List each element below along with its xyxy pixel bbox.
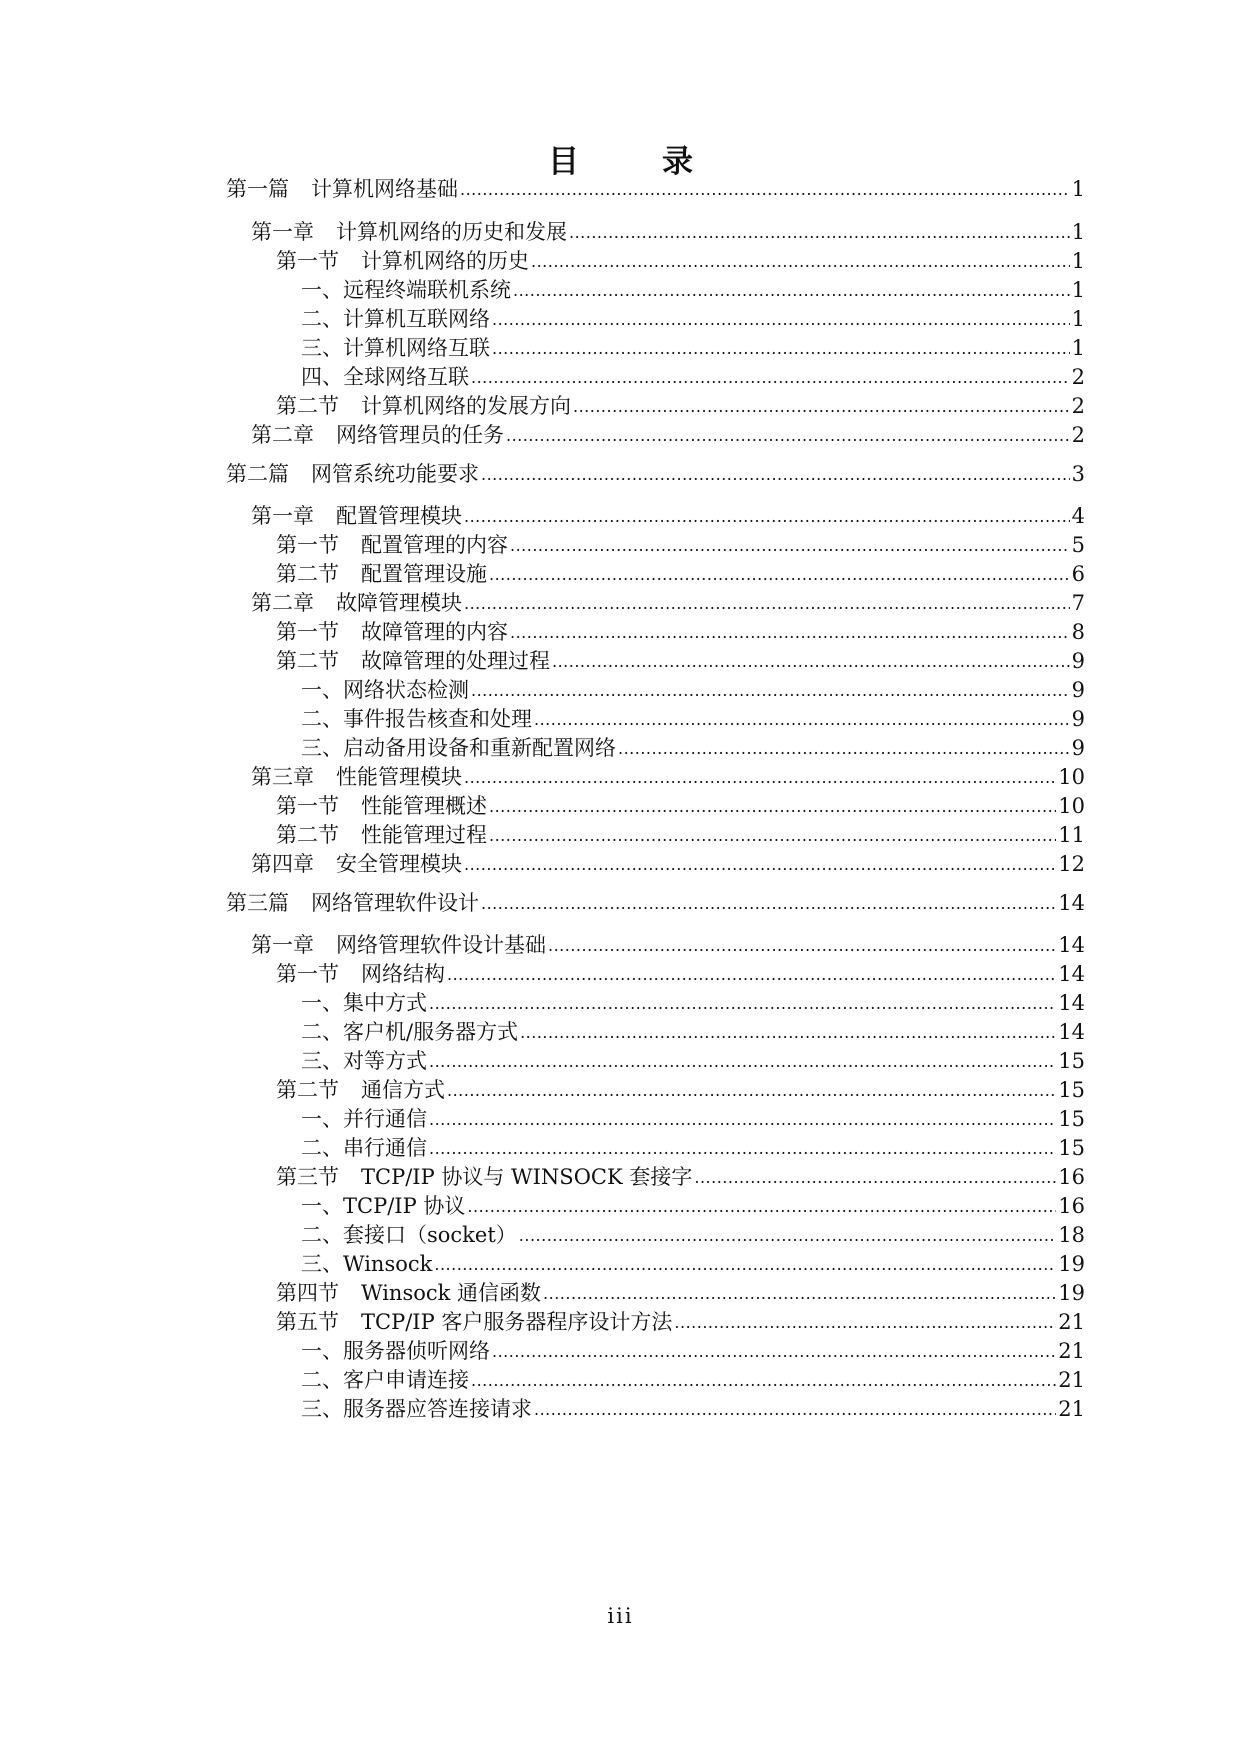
toc-entry-part[interactable] <box>226 174 1085 206</box>
toc-entry-title: 二、客户机/服务器方式 <box>301 1020 519 1044</box>
dot-leader <box>552 645 1070 677</box>
toc-entry-page-number: 14 <box>1058 891 1085 915</box>
toc-entry-prefix: 第一章 <box>251 933 314 957</box>
toc-entry-page-number: 11 <box>1058 823 1085 847</box>
toc-entry-label <box>276 530 508 560</box>
dot-leader <box>464 587 1070 619</box>
toc-entry-label <box>301 1046 427 1076</box>
toc-entry-page-number: 16 <box>1058 1194 1085 1218</box>
toc-entry-title: 二、事件报告核查和处理 <box>301 707 532 731</box>
dot-leader <box>569 216 1070 248</box>
page-title: 目 录 <box>548 144 719 180</box>
toc-entry-page-number: 14 <box>1058 1020 1085 1044</box>
toc-entry-title: 一、TCP/IP 协议 <box>301 1194 466 1218</box>
toc-entry-page-number: 2 <box>1071 423 1085 447</box>
toc-entry-prefix: 第三章 <box>251 765 314 789</box>
toc-entry-label <box>276 1307 672 1337</box>
toc-entry-prefix: 第二章 <box>251 591 314 615</box>
toc-entry-label <box>226 174 458 204</box>
toc-entry-label <box>301 304 490 334</box>
toc-entry-label <box>226 459 479 489</box>
dot-leader <box>429 1045 1056 1077</box>
toc-entry-title: 配置管理的内容 <box>361 533 508 557</box>
dot-leader <box>447 1074 1056 1106</box>
dot-leader <box>519 1219 1056 1251</box>
toc-entry-label <box>301 1017 518 1047</box>
toc-entry-prefix: 第四节 <box>276 1281 339 1305</box>
dot-leader <box>489 790 1056 822</box>
toc-entry-page-number: 1 <box>1071 220 1085 244</box>
dot-leader <box>429 987 1056 1019</box>
dot-leader <box>464 500 1070 532</box>
toc-entry-page-number: 4 <box>1071 504 1085 528</box>
toc-entry-label <box>276 959 445 989</box>
toc-entry-title: 性能管理模块 <box>336 765 462 789</box>
toc-entry-part[interactable] <box>226 888 1085 920</box>
toc-entry-label <box>276 791 487 821</box>
toc-entry-page-number: 1 <box>1071 278 1085 302</box>
toc-entry-prefix: 第一节 <box>276 533 339 557</box>
toc-entry-title: 计算机网络基础 <box>311 177 458 201</box>
dot-leader <box>489 558 1070 590</box>
toc-entry-page-number: 8 <box>1071 620 1085 644</box>
toc-entry-page-number: 10 <box>1058 765 1085 789</box>
toc-entry-page-number: 15 <box>1058 1049 1085 1073</box>
toc-entry-title: 计算机网络的历史和发展 <box>336 220 567 244</box>
dot-leader <box>429 1103 1056 1135</box>
dot-leader <box>492 1335 1056 1367</box>
toc-entry-label <box>276 617 508 647</box>
toc-entry-label <box>301 362 469 392</box>
toc-entry-page-number: 9 <box>1071 678 1085 702</box>
toc-entry-prefix: 第一节 <box>276 620 339 644</box>
toc-entry-page-number: 21 <box>1058 1368 1085 1392</box>
toc-entry-chapter[interactable] <box>251 420 1085 452</box>
toc-entry-page-number: 15 <box>1058 1107 1085 1131</box>
toc-entry-label <box>301 1191 465 1221</box>
toc-entry-page-number: 14 <box>1058 962 1085 986</box>
toc-entry-title: 网络管理员的任务 <box>336 423 504 447</box>
toc-entry-page-number: 9 <box>1071 736 1085 760</box>
toc-entry-label <box>301 704 532 734</box>
toc-entry-page-number: 9 <box>1071 707 1085 731</box>
toc-entry-label <box>251 588 462 618</box>
toc-entry-page-number: 7 <box>1071 591 1085 615</box>
dot-leader <box>492 332 1070 364</box>
toc-entry-title: 网管系统功能要求 <box>311 462 479 486</box>
toc-entry-label <box>276 1075 445 1105</box>
toc-entry-label <box>301 1104 427 1134</box>
toc-entry-prefix: 第四章 <box>251 852 314 876</box>
toc-entry-label <box>251 420 504 450</box>
toc-entry-label <box>301 988 427 1018</box>
toc-entry-page-number: 14 <box>1058 991 1085 1015</box>
toc-entry-label <box>226 888 479 918</box>
dot-leader <box>492 303 1070 335</box>
toc-entry-page-number: 5 <box>1071 533 1085 557</box>
toc-entry-title: 二、客户申请连接 <box>301 1368 469 1392</box>
toc-entry-chapter[interactable] <box>251 849 1085 881</box>
dot-leader <box>471 361 1070 393</box>
dot-leader <box>510 616 1070 648</box>
toc-entry-title: 安全管理模块 <box>336 852 462 876</box>
toc-entry-page-number: 18 <box>1058 1223 1085 1247</box>
dot-leader <box>464 848 1056 880</box>
dot-leader <box>481 887 1056 919</box>
toc-entry-label <box>301 1336 490 1366</box>
dot-leader <box>618 732 1070 764</box>
toc-entry-title: 一、网络状态检测 <box>301 678 469 702</box>
toc-entry-page-number: 21 <box>1058 1339 1085 1363</box>
toc-entry-page-number: 15 <box>1058 1078 1085 1102</box>
toc-entry-page-number: 10 <box>1058 794 1085 818</box>
dot-leader <box>543 1277 1056 1309</box>
toc-entry-page-number: 3 <box>1071 462 1085 486</box>
toc-entry-title: TCP/IP 协议与 WINSOCK 套接字 <box>361 1165 693 1189</box>
dot-leader <box>548 929 1056 961</box>
toc-entry-page-number: 2 <box>1071 394 1085 418</box>
toc-entry-prefix: 第二章 <box>251 423 314 447</box>
toc-entry-title: 一、远程终端联机系统 <box>301 278 511 302</box>
toc-entry-page-number: 1 <box>1071 336 1085 360</box>
toc-entry-title: 三、服务器应答连接请求 <box>301 1397 532 1421</box>
toc-entry-page-number: 1 <box>1071 307 1085 331</box>
toc-entry-title: 三、计算机网络互联 <box>301 336 490 360</box>
toc-entry-label <box>301 275 511 305</box>
toc-entry-prefix: 第三节 <box>276 1165 339 1189</box>
toc-entry-label <box>276 820 487 850</box>
toc-entry-label <box>276 1278 541 1308</box>
toc-entry-title: 网络管理软件设计基础 <box>336 933 546 957</box>
toc-entry-label <box>251 849 462 879</box>
toc-entry-label <box>301 1365 469 1395</box>
toc-entry-prefix: 第一节 <box>276 962 339 986</box>
toc-entry-label <box>251 930 546 960</box>
toc-entry-title: 通信方式 <box>361 1078 445 1102</box>
toc-entry-title: 二、套接口（socket） <box>301 1223 517 1247</box>
toc-entry-prefix: 第二节 <box>276 823 339 847</box>
toc-entry-page-number: 15 <box>1058 1136 1085 1160</box>
toc-entry-prefix: 第二篇 <box>226 462 289 486</box>
toc-entry-part[interactable] <box>226 459 1085 491</box>
toc-entry-page-number: 14 <box>1058 933 1085 957</box>
dot-leader <box>513 274 1070 306</box>
toc-entry-label <box>251 762 462 792</box>
toc-entry-title: 二、串行通信 <box>301 1136 427 1160</box>
toc-entry-title: 一、并行通信 <box>301 1107 427 1131</box>
dot-leader <box>447 958 1056 990</box>
toc-entry-page-number: 1 <box>1071 249 1085 273</box>
toc-entry-title: 三、对等方式 <box>301 1049 427 1073</box>
dot-leader <box>467 1190 1056 1222</box>
dot-leader <box>534 703 1070 735</box>
toc-entry-title: 故障管理的处理过程 <box>361 649 550 673</box>
dot-leader <box>471 674 1070 706</box>
dot-leader <box>531 245 1070 277</box>
toc-entry-label <box>251 501 462 531</box>
toc-entry-label <box>301 1394 532 1424</box>
dot-leader <box>434 1248 1056 1280</box>
dot-leader <box>489 819 1056 851</box>
toc-entry-title: 配置管理模块 <box>336 504 462 528</box>
toc-entry-label <box>301 1220 517 1250</box>
toc-entry-label <box>276 391 571 421</box>
dot-leader <box>534 1393 1056 1425</box>
toc-entry-page-number: 12 <box>1058 852 1085 876</box>
toc-entry-page-number: 21 <box>1058 1310 1085 1334</box>
toc-entry-title: 计算机网络的发展方向 <box>361 394 571 418</box>
toc-entry-prefix: 第二节 <box>276 562 339 586</box>
toc-entry-prefix: 第一篇 <box>226 177 289 201</box>
toc-entry-label <box>301 1133 427 1163</box>
toc-entry-page-number: 2 <box>1071 365 1085 389</box>
toc-entry-label <box>276 559 487 589</box>
toc-entry-prefix: 第一节 <box>276 794 339 818</box>
toc-entry-page-number: 21 <box>1058 1397 1085 1421</box>
dot-leader <box>510 529 1070 561</box>
toc-entry-page-number: 19 <box>1058 1252 1085 1276</box>
dot-leader <box>481 458 1070 490</box>
toc-entry-prefix: 第二节 <box>276 394 339 418</box>
dot-leader <box>694 1161 1056 1193</box>
dot-leader <box>520 1016 1056 1048</box>
dot-leader <box>429 1132 1056 1164</box>
toc-entry-prefix: 第一节 <box>276 249 339 273</box>
toc-entry-label <box>251 217 567 247</box>
toc-entry-title: 配置管理设施 <box>361 562 487 586</box>
toc-entry-label <box>276 646 550 676</box>
toc-entry-label <box>301 675 469 705</box>
toc-entry-title: TCP/IP 客户服务器程序设计方法 <box>361 1310 673 1334</box>
dot-leader <box>674 1306 1056 1338</box>
toc-entry-title: 故障管理的内容 <box>361 620 508 644</box>
toc-entry-title: 性能管理概述 <box>361 794 487 818</box>
toc-entry-item[interactable] <box>301 1394 1085 1426</box>
toc-entry-title: 网络管理软件设计 <box>311 891 479 915</box>
toc-entry-prefix: 第一章 <box>251 220 314 244</box>
toc-entry-page-number: 1 <box>1071 177 1085 201</box>
toc-entry-label <box>276 1162 692 1192</box>
toc-entry-page-number: 19 <box>1058 1281 1085 1305</box>
toc-entry-prefix: 第三篇 <box>226 891 289 915</box>
toc-entry-label <box>301 333 490 363</box>
toc-entry-label <box>276 246 529 276</box>
toc-entry-title: 网络结构 <box>361 962 445 986</box>
dot-leader <box>460 173 1070 205</box>
toc-entry-title: 计算机网络的历史 <box>361 249 529 273</box>
toc-entry-prefix: 第二节 <box>276 1078 339 1102</box>
toc-entry-label <box>301 1249 432 1279</box>
toc-entry-title: 故障管理模块 <box>336 591 462 615</box>
toc-entry-prefix: 第二节 <box>276 649 339 673</box>
dot-leader <box>573 390 1070 422</box>
toc-entry-title: 二、计算机互联网络 <box>301 307 490 331</box>
dot-leader <box>471 1364 1056 1396</box>
toc-entry-title: 一、服务器侦听网络 <box>301 1339 490 1363</box>
toc-entry-title: 三、启动备用设备和重新配置网络 <box>301 736 616 760</box>
toc-entry-prefix: 第一章 <box>251 504 314 528</box>
toc-entry-prefix: 第五节 <box>276 1310 339 1334</box>
toc-entry-title: 性能管理过程 <box>361 823 487 847</box>
toc-entry-title: 四、全球网络互联 <box>301 365 469 389</box>
toc-entry-page-number: 9 <box>1071 649 1085 673</box>
dot-leader <box>464 761 1056 793</box>
toc-entry-title: 三、Winsock <box>301 1252 433 1276</box>
toc-entry-page-number: 16 <box>1058 1165 1085 1189</box>
toc-entry-title: Winsock 通信函数 <box>361 1281 542 1305</box>
toc-entry-page-number: 6 <box>1071 562 1085 586</box>
page-number: iii <box>607 1604 634 1628</box>
toc-entry-title: 一、集中方式 <box>301 991 427 1015</box>
dot-leader <box>506 419 1070 451</box>
toc-entry-label <box>301 733 616 763</box>
